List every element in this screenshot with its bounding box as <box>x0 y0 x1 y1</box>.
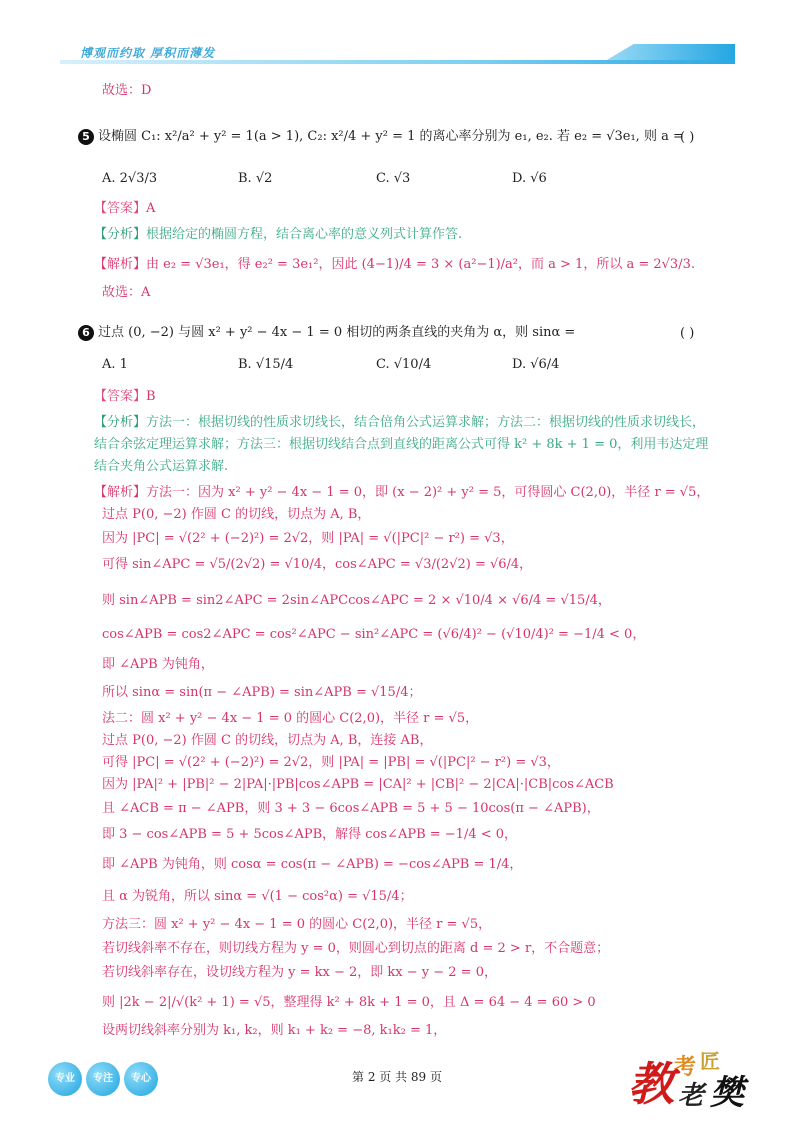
svg-text:考: 考 <box>674 1054 697 1080</box>
q6-analysis-tag: 【分析】 <box>94 415 147 430</box>
q5-option-b: B. √2 <box>238 171 273 186</box>
svg-text:樊: 樊 <box>710 1073 744 1110</box>
footer-badge-3: 专心 <box>124 1062 158 1096</box>
footer-badge-1: 专业 <box>48 1062 82 1096</box>
q6-stem <box>78 324 575 342</box>
q6-solution-text-1: 方法一：因为 x² + y² − 4x − 1 = 0，即 (x − 2)² + y² = 5，可得圆心 C(2,0)，半径 r = √5， <box>146 485 710 500</box>
q6-solution-line-13: 且 ∠ACB = π − ∠APB，则 3 + 3 − 6cos∠APB = 5 + 5 − 10cos(π − ∠APB)， <box>102 801 600 816</box>
q6-stem-text: 过点 (0, −2) 与圆 x² + y² − 4x − 1 = 0 相切的两条直线的夹角为 α，则 sinα = <box>98 325 576 340</box>
q6-solution-line-2: 过点 P(0, −2) 作圆 C 的切线，切点为 A, B， <box>102 507 371 522</box>
q5-option-c: C. √3 <box>376 171 411 186</box>
q6-analysis-line-3: 结合夹角公式运算求解. <box>94 459 229 474</box>
q5-answer-line <box>94 200 155 218</box>
q6-solution-line-6: cos∠APB = cos2∠APC = cos²∠APC − sin²∠APC = (√6/4)² − (√10/4)² = −1/4 < 0， <box>102 627 646 642</box>
q6-option-d: D. √6/4 <box>512 357 560 372</box>
q6-option-a: A. 1 <box>102 357 128 372</box>
q5-analysis-tag: 【分析】 <box>94 227 147 242</box>
svg-text:教: 教 <box>628 1057 674 1110</box>
q6-solution-line-7: 即 ∠APB 为钝角， <box>102 657 214 672</box>
brand-logo <box>626 1046 756 1110</box>
q5-analysis: 根据给定的椭圆方程，结合离心率的意义列式计算作答. <box>146 227 463 242</box>
q6-solution-line-19: 若切线斜率存在，设切线方程为 y = kx − 2，即 kx − y − 2 = 0， <box>102 965 497 980</box>
svg-text:匠: 匠 <box>700 1049 720 1073</box>
q5-answer-blank: ( ) <box>680 130 695 145</box>
q5-solution: 由 e₂ = √3e₁，得 e₂² = 3e₁²，因此 (4−1)/4 = 3 × (a²−1)/a²，而 a > 1，所以 a = 2√3/3. <box>146 257 695 272</box>
q5-stem <box>78 128 684 146</box>
q6-solution-line-4: 可得 sin∠APC = √5/(2√2) = √10/4，cos∠APC = √3/(2√2) = √6/4， <box>102 557 533 572</box>
q6-option-c: C. √10/4 <box>376 357 432 372</box>
q6-solution-line-10: 过点 P(0, −2) 作圆 C 的切线，切点为 A, B，连接 AB， <box>102 733 433 748</box>
q6-answer-line <box>94 388 156 406</box>
q6-solution-line-18: 若切线斜率不存在，则切线方程为 y = 0，则圆心到切点的距离 d = 2 > r，不合题意； <box>102 941 610 956</box>
q6-analysis-text-1: 方法一：根据切线的性质求切线长，结合倍角公式运算求解；方法二：根据切线的性质求切线长， <box>146 415 706 430</box>
q5-conclusion: 故选：A <box>102 285 151 300</box>
q6-solution-line-1 <box>94 484 709 502</box>
q6-solution-line-11: 可得 |PC| = √(2² + (−2)²) = 2√2，则 |PA| = |PB| = √(|PC|² − r²) = √3， <box>102 755 560 770</box>
q6-analysis-line-2: 结合余弦定理运算求解；方法三：根据切线结合点到直线的距离公式可得 k² + 8k + 1 = 0，利用韦达定理 <box>94 437 709 452</box>
q5-analysis-line <box>94 226 462 244</box>
q6-solution-line-3: 因为 |PC| = √(2² + (−2)²) = 2√2，则 |PA| = √(|PC|² − r²) = √3， <box>102 531 514 546</box>
q6-solution-tag: 【解析】 <box>94 485 147 500</box>
q6-solution-line-5: 则 sin∠APB = sin2∠APC = 2sin∠APCcos∠APC = 2 × √10/4 × √6/4 = √15/4， <box>102 593 611 608</box>
q6-solution-line-14: 即 3 − cos∠APB = 5 + 5cos∠APB，解得 cos∠APB = −1/4 < 0， <box>102 827 518 842</box>
q6-solution-line-20: 则 |2k − 2|/√(k² + 1) = √5，整理得 k² + 8k + 1 = 0，且 Δ = 64 − 4 = 60 > 0 <box>102 995 596 1010</box>
q6-solution-line-8: 所以 sinα = sin(π − ∠APB) = sin∠APB = √15/4； <box>102 685 422 700</box>
q6-solution-line-15: 即 ∠APB 为钝角，则 cosα = cos(π − ∠APB) = −cos∠APB = 1/4， <box>102 857 523 872</box>
q5-stem-text: 设椭圆 C₁: x²/a² + y² = 1(a > 1), C₂: x²/4 + y² = 1 的离心率分别为 e₁, e₂. 若 e₂ = √3e₁, 则 a = <box>98 129 684 144</box>
q6-answer-tag: 【答案】 <box>94 389 147 404</box>
header-bar <box>60 60 735 64</box>
q6-solution-line-21: 设两切线斜率分别为 k₁, k₂，则 k₁ + k₂ = −8, k₁k₂ = 1， <box>102 1023 447 1038</box>
q6-option-b: B. √15/4 <box>238 357 294 372</box>
q6-solution-line-12: 因为 |PA|² + |PB|² − 2|PA|·|PB|cos∠APB = |CA|² + |CB|² − 2|CA|·|CB|cos∠ACB <box>102 777 614 792</box>
brand-logo-graphic <box>626 1046 756 1110</box>
q6-solution-line-17: 方法三：圆 x² + y² − 4x − 1 = 0 的圆心 C(2,0)，半径 r = √5， <box>102 917 492 932</box>
q6-solution-line-9: 法二：圆 x² + y² − 4x − 1 = 0 的圆心 C(2,0)，半径 r = √5， <box>102 711 479 726</box>
page-number: 第 2 页 共 89 页 <box>352 1070 442 1084</box>
q5-answer-tag: 【答案】 <box>94 201 147 216</box>
q5-number: 5 <box>78 129 94 145</box>
q5-answer: A <box>146 201 156 216</box>
header-slogan: 博观而约取 厚积而薄发 <box>80 46 216 60</box>
q5-option-a: A. 2√3/3 <box>102 171 158 186</box>
q6-solution-line-16: 且 α 为锐角，所以 sinα = √(1 − cos²α) = √15/4； <box>102 889 413 904</box>
prev-conclusion: 故选：D <box>102 83 152 98</box>
svg-text:老: 老 <box>678 1081 705 1110</box>
q5-solution-tag: 【解析】 <box>94 257 147 272</box>
q5-option-d: D. √6 <box>512 171 547 186</box>
footer-badge-2: 专注 <box>86 1062 120 1096</box>
q5-solution-line <box>94 256 695 274</box>
q6-number: 6 <box>78 325 94 341</box>
q6-answer: B <box>146 389 156 404</box>
q6-analysis-line-1 <box>94 414 705 432</box>
q6-answer-blank: ( ) <box>680 326 695 341</box>
